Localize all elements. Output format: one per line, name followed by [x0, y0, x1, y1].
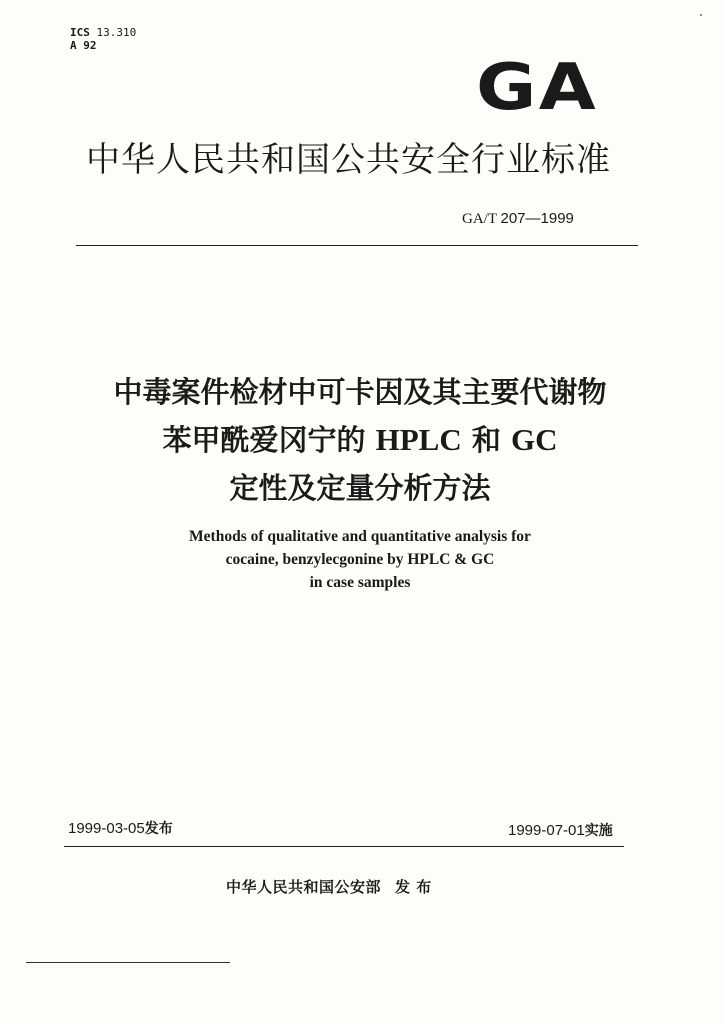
- issue-date-label: 发布: [144, 821, 173, 837]
- ics-code: [70, 26, 136, 39]
- effective-date: [508, 820, 613, 840]
- chinese-title-and: 和: [471, 423, 501, 457]
- footnote-rule: [26, 962, 230, 963]
- effective-date-label: 实施: [584, 823, 613, 839]
- chinese-title-line-1: 中毒案件检材中可卡因及其主要代谢物: [113, 375, 607, 409]
- standard-code-prefix: GA/T: [462, 211, 497, 227]
- standard-code: [462, 210, 574, 228]
- english-title-line-2: cocaine, benzylecgonine by HPLC & GC: [225, 551, 495, 568]
- issue-date-value: 1999-03-05: [68, 820, 145, 837]
- chinese-title-line-2: [60, 416, 660, 464]
- chinese-title-line-3: 定性及定量分析方法: [229, 471, 491, 505]
- publisher: [226, 876, 432, 897]
- footer-divider: [64, 846, 624, 847]
- publisher-name: 中华人民共和国公安部: [226, 878, 382, 896]
- issue-date: [68, 818, 173, 838]
- chinese-title-line-2-cn: 苯甲酰爱冈宁的: [162, 423, 366, 457]
- effective-date-value: 1999-07-01: [508, 822, 585, 839]
- chinese-title-gc: GC: [510, 422, 558, 457]
- standard-title: 中华人民共和国公共安全行业标准: [86, 140, 611, 180]
- header-divider: [76, 245, 638, 246]
- speck: [700, 14, 702, 16]
- standard-code-number: 207—1999: [500, 210, 574, 227]
- publisher-label: 发 布: [395, 878, 432, 896]
- english-title: [60, 525, 660, 594]
- english-title-line-1: Methods of qualitative and quantitative analysis for: [189, 528, 531, 545]
- ccs-code: A 92: [70, 39, 97, 52]
- english-title-line-3: in case samples: [309, 574, 411, 591]
- chinese-title: [60, 368, 660, 512]
- ga-logo: GA: [476, 51, 598, 125]
- ics-number: 13.310: [96, 26, 137, 39]
- chinese-title-hplc: HPLC: [375, 422, 462, 457]
- ics-label: ICS: [70, 26, 90, 39]
- classification-codes: [70, 26, 136, 52]
